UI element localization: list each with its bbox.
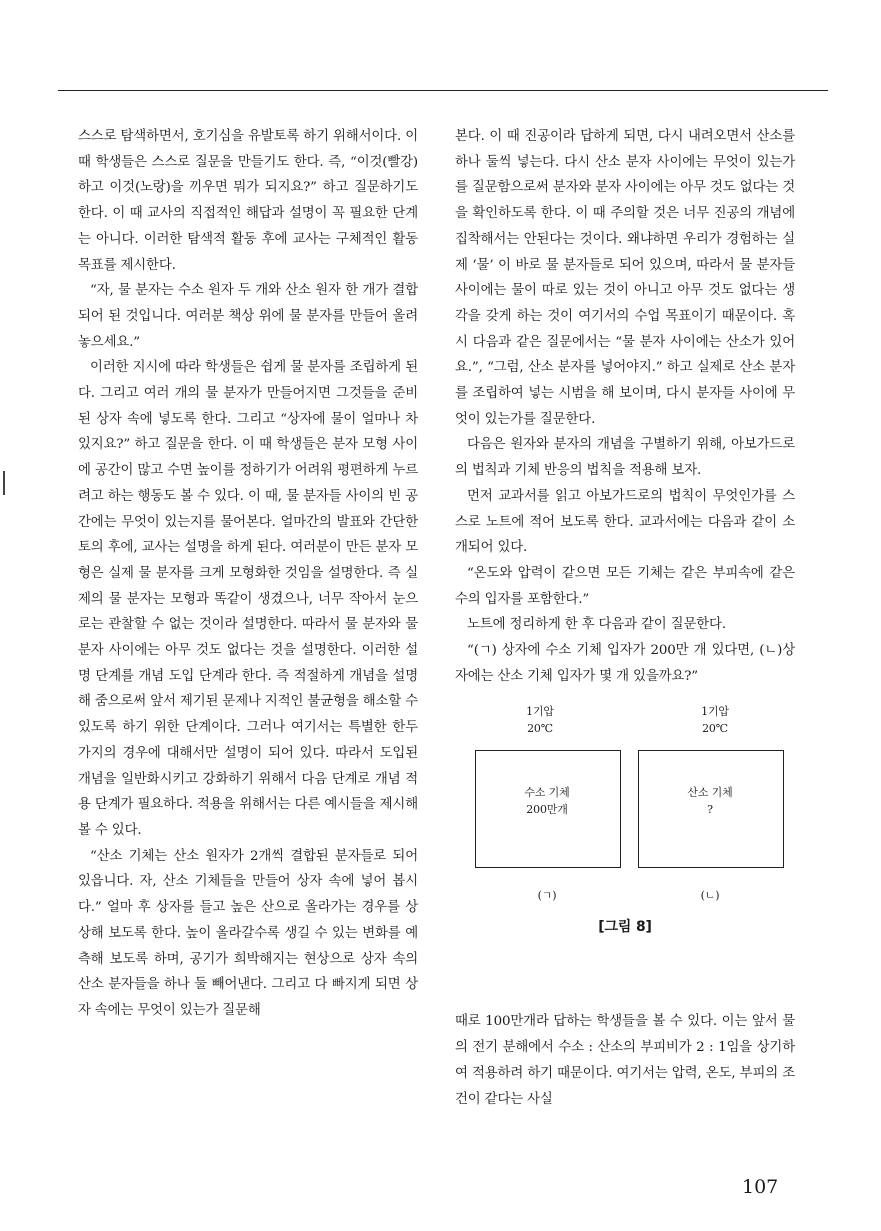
paragraph: “온도와 압력이 같으면 모든 기체는 같은 부피속에 같은 수의 입자를 포함한다.” xyxy=(455,565,795,607)
left-column xyxy=(78,124,418,1024)
box-label-right: (ㄴ) xyxy=(700,889,720,903)
paragraph: “산소 기체는 산소 원자가 2개씩 결합된 분자들로 되어 있읍니다. 자, 산소 기체들을 만들어 상자 속에 넣어 봅시다.” 얼마 후 상자를 들고 높은 산으로 올라가는 경우를 상상해 보도록 한다. 높이 올라갈수록 생길 수 있는 변화를 예측해 보도록 하며, 공기가 희박해지는 현상으로 상자 속의 산소 분자들을 하나 둘 빼어낸다. 그리고 다 빠지게 되면 상자 속에는 무엇이 있는가 질문해 xyxy=(78,848,418,1018)
right-column xyxy=(455,124,795,1112)
box-label-left: (ㄱ) xyxy=(537,889,557,903)
hydrogen-count: 200만개 xyxy=(526,803,568,817)
figure-caption: [그림 8] xyxy=(598,919,652,936)
margin-mark xyxy=(3,471,5,495)
left-pressure: 1기압 xyxy=(526,705,554,719)
left-temperature: 20℃ xyxy=(527,722,553,736)
paragraph: 본다. 이 때 진공이라 답하게 되면, 다시 내려오면서 산소를 하나 둘씩 넣는다. 다시 산소 분자 사이에는 무엇이 있는가를 질문함으로써 분자와 분자 사이에는 아무 것도 없다는 것을 확인하도록 한다. 이 때 주의할 것은 너무 진공의 개념에 집착해서는 안된다는 것이다. 왜냐하면 우리가 경험하는 실제 ‘물’ 이 바로 물 분자들로 되어 있으며, 따라서 물 분자들 사이에는 물이 따로 있는 것이 아니고 아무 것도 없다는 생각을 갖게 하는 것이 여기서의 수업 목표이기 때문이다. 혹시 다음과 같은 질문에서는 “물 분자 사이에는 산소가 있어요.”, “그럼, 산소 분자를 넣어야지.” 하고 실제로 산소 분자를 조립하여 넣는 시범을 해 보이며, 다시 분자들 사이에 무엇이 있는가를 질문한다. xyxy=(455,129,795,427)
paragraph: “(ㄱ) 상자에 수소 기체 입자가 200만 개 있다면, (ㄴ)상자에는 산소 기체 입자가 몇 개 있을까요?” xyxy=(455,643,795,684)
hydrogen-gas-label: 수소 기체 xyxy=(524,786,570,800)
right-pressure: 1기압 xyxy=(701,705,729,719)
oxygen-gas-label: 산소 기체 xyxy=(687,786,733,800)
page-number: 107 xyxy=(742,1176,779,1198)
header-rule xyxy=(58,90,828,91)
figure-8 xyxy=(455,693,795,1009)
paragraph: 다음은 원자와 분자의 개념을 구별하기 위해, 아보가드로의 법칙과 기체 반응의 법칙을 적용해 보자. xyxy=(455,437,795,479)
paragraph: 노트에 정리하게 한 후 다음과 같이 질문한다. xyxy=(467,617,726,633)
paragraph: 먼저 교과서를 읽고 아보가드로의 법칙이 무엇인가를 스스로 노트에 적어 보도록 한다. 교과서에는 다음과 같이 소개되어 있다. xyxy=(455,488,795,556)
paragraph: 이러한 지시에 따라 학생들은 쉽게 물 분자를 조립하게 된다. 그리고 여러 개의 물 분자가 만들어지면 그것들을 준비된 상자 속에 넣도록 한다. 그리고 “상자에 물이 얼마나 차 있지요?” 하고 질문을 한다. 이 때 학생들은 분자 모형 사이에 공간이 많고 수면 높이를 정하기가 어려워 평편하게 누르려고 하는 행동도 볼 수 있다. 이 때, 물 분자들 사이의 빈 공간에는 무엇이 있는지를 물어본다. 얼마간의 발표와 간단한 토의 후에, 교사는 설명을 하게 된다. 여러분이 만든 분자 모형은 실제 물 분자를 크게 모형화한 것임을 설명한다. 즉 실제의 물 분자는 모형과 똑같이 생겼으나, 너무 작아서 눈으로는 관찰할 수 없는 것이라 설명한다. 따라서 물 분자와 물 분자 사이에는 아무 것도 없다는 것을 설명한다. 이러한 설명 단계를 개념 도입 단계라 한다. 즉 적절하게 개념을 설명해 줌으로써 앞서 제기된 문제나 지적인 불균형을 해소할 수 있도록 하기 위한 단계이다. 그러나 여기서는 특별한 한두 가지의 경우에 대해서만 설명이 되어 있다. 따라서 도입된 개념을 일반화시키고 강화하기 위해서 다음 단계로 개념 적용 단계가 필요하다. 적용을 위해서는 다른 예시들을 제시해 볼 수 있다. xyxy=(78,360,418,838)
paragraph: “자, 물 분자는 수소 원자 두 개와 산소 원자 한 개가 결합되어 된 것입니다. 여러분 책상 위에 물 분자를 만들어 올려 놓으세요.” xyxy=(78,283,418,350)
right-temperature: 20℃ xyxy=(702,722,728,736)
paragraph: 스스로 탐색하면서, 호기심을 유발토록 하기 위해서이다. 이 때 학생들은 스스로 질문을 만들기도 한다. 즉, “이것(빨강)하고 이것(노랑)을 끼우면 뭐가 되지요?” 하고 질문하기도 한다. 이 때 교사의 직접적인 해답과 설명이 꼭 필요한 단계는 아니다. 이러한 탐색적 활동 후에 교사는 구체적인 활동 목표를 제시한다. xyxy=(78,129,418,273)
oxygen-count: ? xyxy=(707,803,713,817)
paragraph: 때로 100만개라 답하는 학생들을 볼 수 있다. 이는 앞서 물의 전기 분해에서 수소 : 산소의 부피비가 2 : 1임을 상기하여 적용하려 하기 때문이다. 여기서는 압력, 온도, 부피의 조건이 같다는 사실 xyxy=(455,1014,795,1107)
